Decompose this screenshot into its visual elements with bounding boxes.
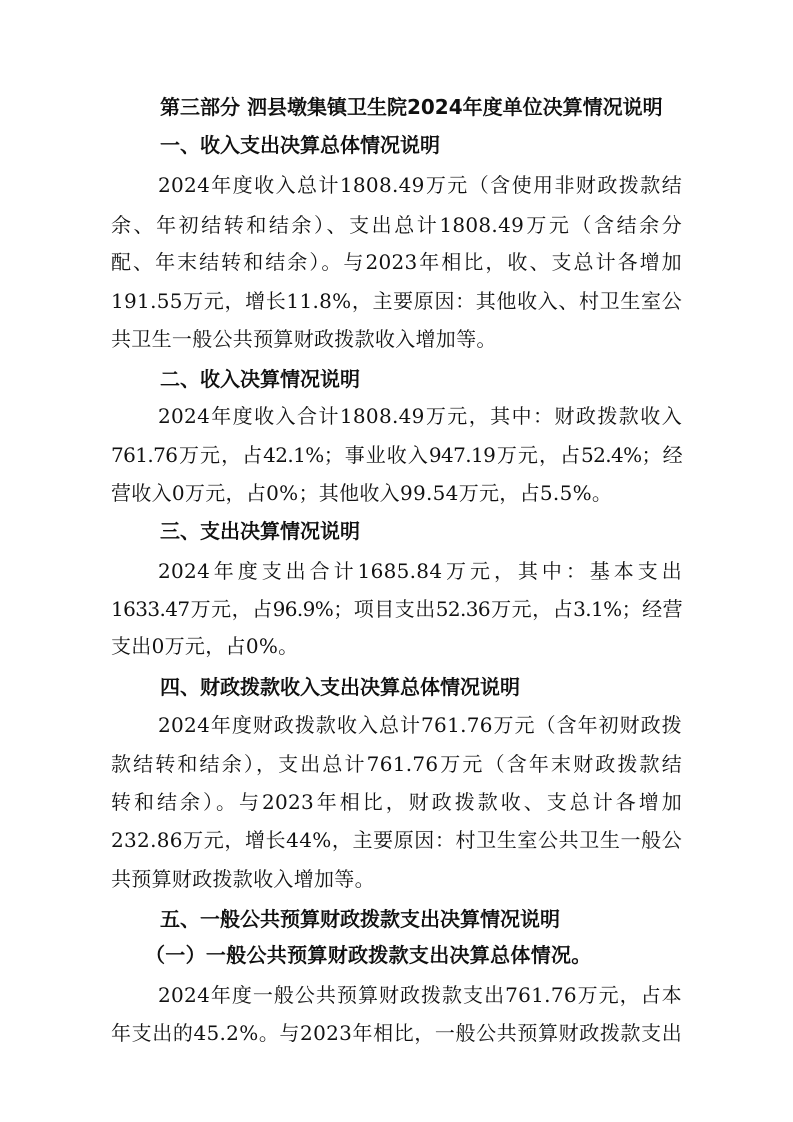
paragraph-line: 转和结余）。与2023年相比，财政拨款收、支总计各增加 — [111, 790, 682, 814]
paragraph-line: 191.55万元，增长11.8%，主要原因：其他收入、村卫生室公 — [111, 289, 682, 313]
page-title: 第三部分 泗县墩集镇卫生院2024年度单位决算情况说明 — [160, 95, 663, 119]
section-heading-2: 二、收入决算情况说明 — [160, 367, 360, 391]
paragraph-line: 款结转和结余），支出总计761.76万元（含年末财政拨款结 — [111, 752, 682, 776]
paragraph-line: 2024年度收入合计1808.49万元，其中：财政拨款收入 — [158, 404, 682, 428]
paragraph-line: 支出0万元，占0%。 — [111, 634, 299, 658]
paragraph-line: 2024年度支出合计1685.84万元，其中：基本支出 — [158, 559, 682, 583]
paragraph-line: 配、年末结转和结余）。与2023年相比，收、支总计各增加 — [111, 250, 682, 274]
subsection-heading: （一）一般公共预算财政拨款支出决算总体情况。 — [145, 943, 592, 967]
section-heading-5: 五、一般公共预算财政拨款支出决算情况说明 — [160, 907, 560, 931]
paragraph-line: 共卫生一般公共预算财政拨款收入增加等。 — [111, 327, 497, 351]
section-heading-3: 三、支出决算情况说明 — [160, 519, 360, 543]
paragraph-line: 761.76万元，占42.1%；事业收入947.19万元，占52.4%；经 — [111, 443, 682, 467]
paragraph-line: 余、年初结转和结余）、支出总计1808.49万元（含结余分 — [111, 213, 682, 237]
paragraph-line: 232.86万元，增长44%，主要原因：村卫生室公共卫生一般公 — [111, 828, 682, 852]
paragraph-line: 2024年度财政拨款收入总计761.76万元（含年初财政拨 — [158, 713, 682, 737]
paragraph-line: 年支出的45.2%。与2023年相比，一般公共预算财政拨款支出 — [111, 1021, 682, 1045]
section-heading-4: 四、财政拨款收入支出决算总体情况说明 — [160, 675, 520, 699]
paragraph-line: 2024年度收入总计1808.49万元（含使用非财政拨款结 — [158, 173, 682, 197]
paragraph-line: 2024年度一般公共预算财政拨款支出761.76万元，占本 — [158, 983, 682, 1007]
paragraph-line: 营收入0万元，占0%；其他收入99.54万元，占5.5%。 — [111, 481, 613, 505]
paragraph-line: 1633.47万元，占96.9%；项目支出52.36万元，占3.1%；经营 — [111, 597, 682, 621]
section-heading-1: 一、收入支出决算总体情况说明 — [160, 133, 440, 157]
paragraph-line: 共预算财政拨款收入增加等。 — [111, 867, 375, 891]
